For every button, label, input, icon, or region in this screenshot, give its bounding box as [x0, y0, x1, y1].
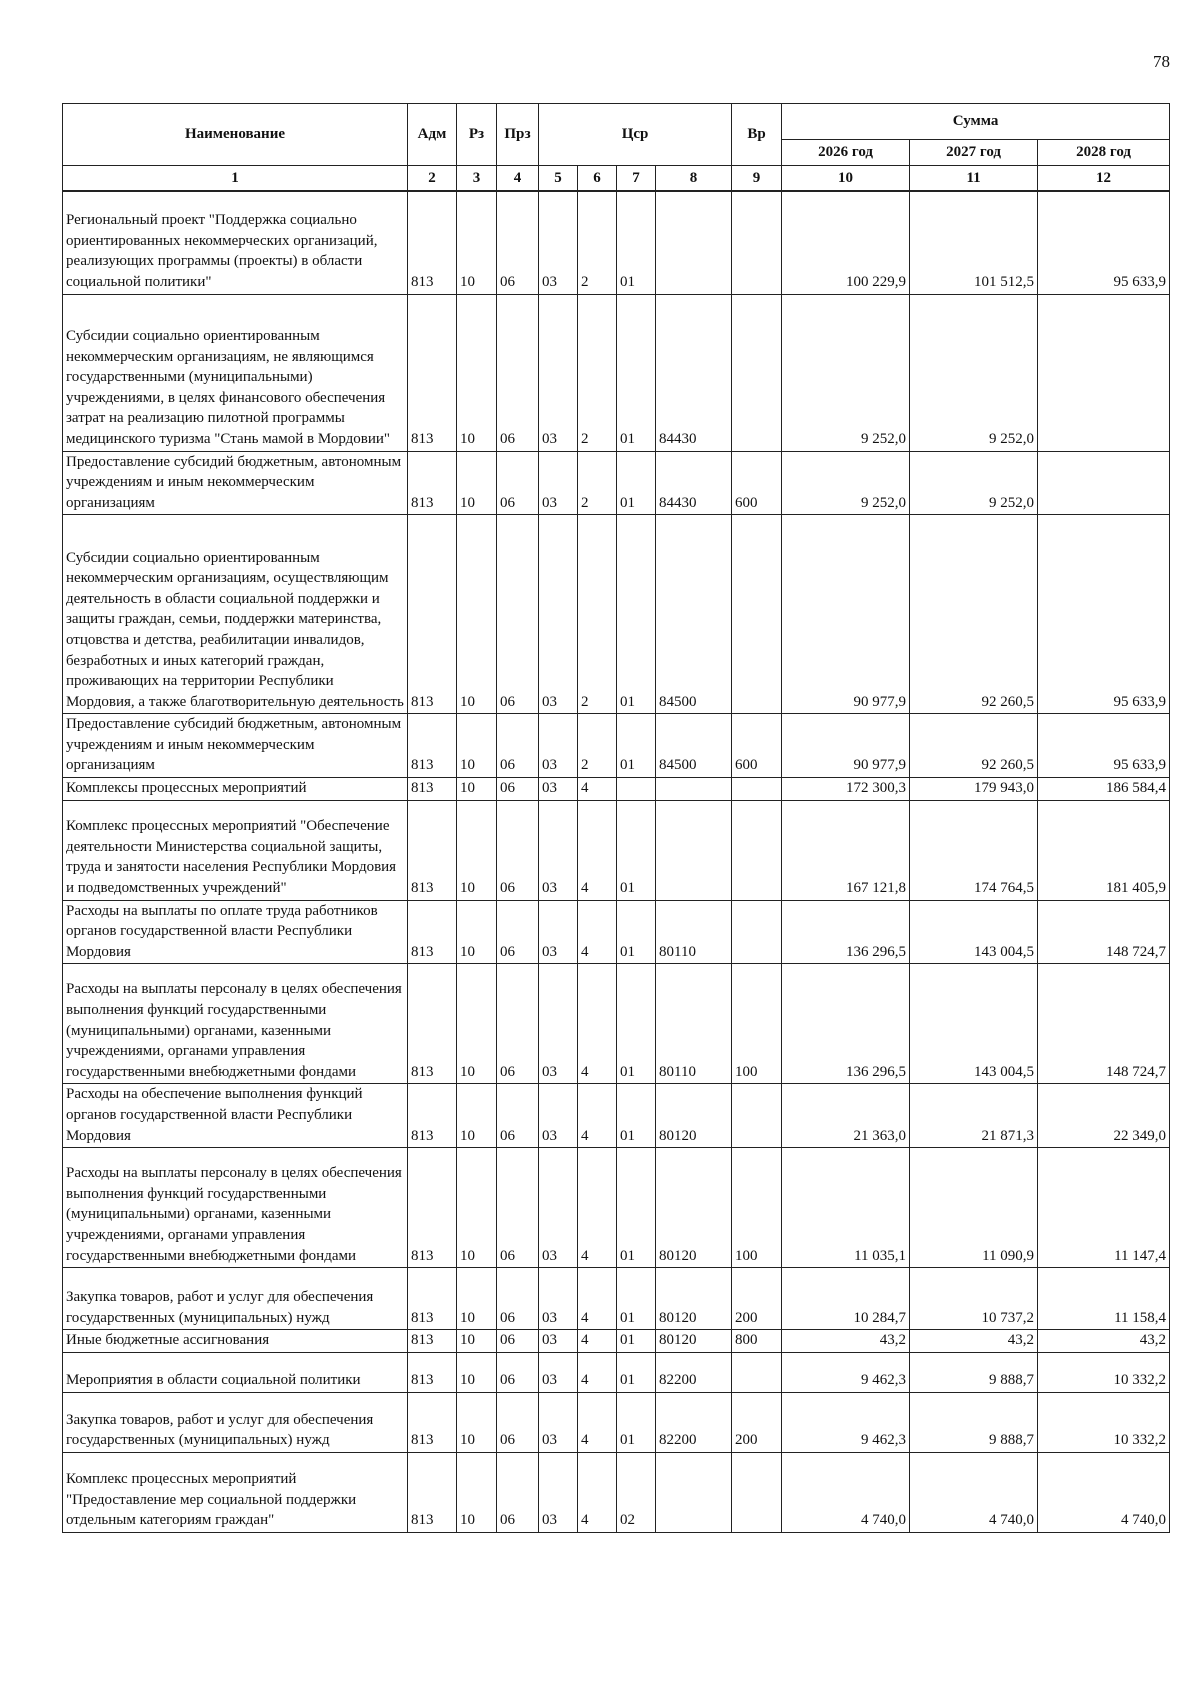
row-sum-2026: 136 296,5: [782, 964, 910, 1084]
row-csr-5: 03: [539, 714, 578, 778]
row-csr-6: 4: [578, 900, 617, 964]
row-sum-2026: 172 300,3: [782, 778, 910, 801]
row-prz: 06: [497, 1330, 539, 1353]
row-sum-2026: 11 035,1: [782, 1148, 910, 1268]
row-csr-7: 01: [617, 1268, 656, 1330]
row-rz: 10: [457, 1330, 497, 1353]
row-sum-2027: 9 888,7: [910, 1352, 1038, 1392]
row-name: Иные бюджетные ассигнования: [63, 1330, 408, 1353]
row-csr-8: 84430: [656, 451, 732, 515]
row-adm: 813: [408, 1148, 457, 1268]
row-csr-8: 84500: [656, 515, 732, 714]
column-number: 8: [656, 166, 732, 192]
row-adm: 813: [408, 191, 457, 294]
row-sum-2028: 10 332,2: [1038, 1392, 1170, 1452]
row-sum-2026: 43,2: [782, 1330, 910, 1353]
row-csr-5: 03: [539, 1452, 578, 1532]
row-sum-2027: 143 004,5: [910, 964, 1038, 1084]
column-number: 12: [1038, 166, 1170, 192]
row-prz: 06: [497, 191, 539, 294]
row-sum-2027: 9 252,0: [910, 294, 1038, 451]
row-csr-6: 4: [578, 1268, 617, 1330]
row-name: Предоставление субсидий бюджетным, автономным учреждениям и иным некоммерческим организациям: [63, 451, 408, 515]
table-row: [63, 1084, 1170, 1148]
table-row: [63, 515, 1170, 714]
row-adm: 813: [408, 1268, 457, 1330]
row-csr-6: 4: [578, 800, 617, 900]
row-vr: 200: [732, 1392, 782, 1452]
row-csr-8: 84500: [656, 714, 732, 778]
column-number: 2: [408, 166, 457, 192]
row-prz: 06: [497, 515, 539, 714]
table-row: [63, 1392, 1170, 1452]
header-prz: Прз: [497, 104, 539, 166]
row-sum-2028: 4 740,0: [1038, 1452, 1170, 1532]
row-sum-2026: 9 252,0: [782, 451, 910, 515]
row-name: Субсидии социально ориентированным некоммерческим организациям, не являющимся государственными (муниципальными) учреждениями, в целях финансового обеспечения затрат на реализацию пилотной программы медицинского туризма "Стань мамой в Мордовии": [63, 294, 408, 451]
row-vr: 800: [732, 1330, 782, 1353]
table-body: [63, 191, 1170, 1532]
page-number: 78: [1153, 52, 1170, 71]
row-adm: 813: [408, 1352, 457, 1392]
row-csr-7: 01: [617, 294, 656, 451]
row-csr-6: 2: [578, 191, 617, 294]
row-csr-7: 01: [617, 964, 656, 1084]
column-number: 4: [497, 166, 539, 192]
row-csr-8: [656, 800, 732, 900]
row-name: Предоставление субсидий бюджетным, автономным учреждениям и иным некоммерческим организациям: [63, 714, 408, 778]
row-csr-5: 03: [539, 1392, 578, 1452]
row-rz: 10: [457, 778, 497, 801]
table-row: [63, 191, 1170, 294]
row-csr-6: 4: [578, 1148, 617, 1268]
row-csr-5: 03: [539, 778, 578, 801]
row-prz: 06: [497, 900, 539, 964]
row-csr-8: 82200: [656, 1392, 732, 1452]
row-csr-7: 01: [617, 800, 656, 900]
row-rz: 10: [457, 714, 497, 778]
row-sum-2026: 21 363,0: [782, 1084, 910, 1148]
row-csr-7: 01: [617, 1148, 656, 1268]
row-name: Расходы на обеспечение выполнения функций органов государственной власти Республики Мордовия: [63, 1084, 408, 1148]
row-csr-8: 80120: [656, 1268, 732, 1330]
row-csr-8: [656, 778, 732, 801]
table-row: [63, 1330, 1170, 1353]
row-name: Комплекс процессных мероприятий "Обеспечение деятельности Министерства социальной защиты, труда и занятости населения Республики Мордовия и подведомственных учреждений": [63, 800, 408, 900]
row-csr-6: 4: [578, 1330, 617, 1353]
row-csr-5: 03: [539, 1352, 578, 1392]
row-sum-2028: 95 633,9: [1038, 191, 1170, 294]
row-name: Расходы на выплаты персоналу в целях обеспечения выполнения функций государственными (муниципальными) органами, казенными учреждениями, органами управления государственными внебюджетными фондами: [63, 964, 408, 1084]
row-csr-6: 4: [578, 1352, 617, 1392]
table-row: [63, 778, 1170, 801]
row-vr: 600: [732, 451, 782, 515]
row-prz: 06: [497, 800, 539, 900]
table-row: [63, 964, 1170, 1084]
row-adm: 813: [408, 1084, 457, 1148]
row-name: Расходы на выплаты персоналу в целях обеспечения выполнения функций государственными (муниципальными) органами, казенными учреждениями, органами управления государственными внебюджетными фондами: [63, 1148, 408, 1268]
row-csr-8: [656, 191, 732, 294]
row-sum-2027: 21 871,3: [910, 1084, 1038, 1148]
row-csr-6: 2: [578, 451, 617, 515]
row-vr: 100: [732, 1148, 782, 1268]
row-sum-2026: 9 252,0: [782, 294, 910, 451]
header-vr: Вр: [732, 104, 782, 166]
row-csr-7: 01: [617, 191, 656, 294]
row-rz: 10: [457, 191, 497, 294]
row-rz: 10: [457, 1352, 497, 1392]
table-row: [63, 800, 1170, 900]
row-sum-2027: 4 740,0: [910, 1452, 1038, 1532]
row-csr-7: 01: [617, 1392, 656, 1452]
row-csr-5: 03: [539, 294, 578, 451]
row-csr-5: 03: [539, 1148, 578, 1268]
table-row: [63, 1452, 1170, 1532]
row-vr: [732, 778, 782, 801]
table-row: [63, 451, 1170, 515]
row-rz: 10: [457, 964, 497, 1084]
row-prz: 06: [497, 451, 539, 515]
row-sum-2028: [1038, 451, 1170, 515]
row-sum-2027: 92 260,5: [910, 714, 1038, 778]
row-csr-5: 03: [539, 900, 578, 964]
row-vr: [732, 1084, 782, 1148]
header-year-2026: 2026 год: [782, 140, 910, 166]
row-vr: 600: [732, 714, 782, 778]
column-number: 11: [910, 166, 1038, 192]
row-vr: [732, 1452, 782, 1532]
row-sum-2027: 10 737,2: [910, 1268, 1038, 1330]
row-rz: 10: [457, 1452, 497, 1532]
row-rz: 10: [457, 1148, 497, 1268]
header-csr: Цср: [539, 104, 732, 166]
row-adm: 813: [408, 515, 457, 714]
row-prz: 06: [497, 1452, 539, 1532]
row-sum-2027: 101 512,5: [910, 191, 1038, 294]
row-vr: [732, 294, 782, 451]
row-adm: 813: [408, 294, 457, 451]
row-rz: 10: [457, 800, 497, 900]
column-number: 10: [782, 166, 910, 192]
header-rz: Рз: [457, 104, 497, 166]
row-sum-2026: 9 462,3: [782, 1352, 910, 1392]
row-sum-2028: 148 724,7: [1038, 900, 1170, 964]
header-row: [63, 104, 1170, 140]
column-number: 1: [63, 166, 408, 192]
row-sum-2027: 179 943,0: [910, 778, 1038, 801]
row-sum-2026: 136 296,5: [782, 900, 910, 964]
row-name: Закупка товаров, работ и услуг для обеспечения государственных (муниципальных) нужд: [63, 1392, 408, 1452]
row-csr-8: [656, 1452, 732, 1532]
row-csr-8: 80120: [656, 1330, 732, 1353]
row-vr: 100: [732, 964, 782, 1084]
row-csr-7: 01: [617, 451, 656, 515]
row-csr-8: 80110: [656, 964, 732, 1084]
row-vr: [732, 900, 782, 964]
table-row: [63, 1148, 1170, 1268]
table-row: [63, 714, 1170, 778]
column-number-row: [63, 166, 1170, 192]
row-sum-2027: 92 260,5: [910, 515, 1038, 714]
row-csr-8: 80120: [656, 1148, 732, 1268]
row-adm: 813: [408, 1392, 457, 1452]
row-sum-2026: 9 462,3: [782, 1392, 910, 1452]
row-sum-2027: 9 888,7: [910, 1392, 1038, 1452]
column-number: 9: [732, 166, 782, 192]
table-row: [63, 1268, 1170, 1330]
row-sum-2027: 9 252,0: [910, 451, 1038, 515]
row-sum-2026: 10 284,7: [782, 1268, 910, 1330]
row-csr-5: 03: [539, 515, 578, 714]
row-vr: 200: [732, 1268, 782, 1330]
row-csr-7: 01: [617, 900, 656, 964]
row-csr-5: 03: [539, 1084, 578, 1148]
row-csr-5: 03: [539, 1268, 578, 1330]
row-name: Мероприятия в области социальной политики: [63, 1352, 408, 1392]
row-rz: 10: [457, 515, 497, 714]
row-rz: 10: [457, 294, 497, 451]
row-csr-7: 02: [617, 1452, 656, 1532]
row-prz: 06: [497, 714, 539, 778]
table-row: [63, 294, 1170, 451]
row-rz: 10: [457, 1084, 497, 1148]
row-adm: 813: [408, 1452, 457, 1532]
row-csr-5: 03: [539, 800, 578, 900]
row-sum-2028: 186 584,4: [1038, 778, 1170, 801]
row-adm: 813: [408, 714, 457, 778]
row-prz: 06: [497, 1352, 539, 1392]
row-csr-5: 03: [539, 1330, 578, 1353]
row-vr: [732, 1352, 782, 1392]
row-sum-2028: 22 349,0: [1038, 1084, 1170, 1148]
row-prz: 06: [497, 964, 539, 1084]
column-number: 5: [539, 166, 578, 192]
row-name: Комплекс процессных мероприятий "Предоставление мер социальной поддержки отдельным категориям граждан": [63, 1452, 408, 1532]
row-sum-2028: 10 332,2: [1038, 1352, 1170, 1392]
row-sum-2026: 4 740,0: [782, 1452, 910, 1532]
row-sum-2028: 95 633,9: [1038, 714, 1170, 778]
row-csr-5: 03: [539, 451, 578, 515]
row-csr-6: 4: [578, 1452, 617, 1532]
table-row: [63, 1352, 1170, 1392]
row-csr-7: 01: [617, 515, 656, 714]
row-sum-2028: 43,2: [1038, 1330, 1170, 1353]
column-number: 3: [457, 166, 497, 192]
header-name: Наименование: [63, 104, 408, 166]
row-name: Комплексы процессных мероприятий: [63, 778, 408, 801]
row-sum-2026: 90 977,9: [782, 714, 910, 778]
row-csr-8: 80120: [656, 1084, 732, 1148]
row-csr-6: 2: [578, 714, 617, 778]
row-rz: 10: [457, 451, 497, 515]
row-csr-8: 80110: [656, 900, 732, 964]
row-sum-2028: 11 147,4: [1038, 1148, 1170, 1268]
row-vr: [732, 800, 782, 900]
row-name: Региональный проект "Поддержка социально ориентированных некоммерческих организаций, реализующих программы (проекты) в области социальной политики": [63, 191, 408, 294]
row-sum-2028: 11 158,4: [1038, 1268, 1170, 1330]
row-adm: 813: [408, 778, 457, 801]
row-vr: [732, 515, 782, 714]
row-sum-2027: 11 090,9: [910, 1148, 1038, 1268]
row-prz: 06: [497, 1268, 539, 1330]
row-sum-2028: [1038, 294, 1170, 451]
header-sum: Сумма: [782, 104, 1170, 140]
row-csr-8: 82200: [656, 1352, 732, 1392]
row-prz: 06: [497, 1392, 539, 1452]
row-csr-5: 03: [539, 191, 578, 294]
budget-table: [62, 103, 1170, 1533]
row-name: Субсидии социально ориентированным некоммерческим организациям, осуществляющим деятельность в области социальной поддержки и защиты граждан, семьи, поддержки материнства, отцовства и детства, реабилитации инвалидов, безработных и иных категорий граждан, проживающих на территории Республики Мордовия, а также благотворительную деятельность: [63, 515, 408, 714]
row-csr-8: 84430: [656, 294, 732, 451]
row-adm: 813: [408, 964, 457, 1084]
header-adm: Адм: [408, 104, 457, 166]
row-prz: 06: [497, 294, 539, 451]
row-sum-2027: 143 004,5: [910, 900, 1038, 964]
row-csr-6: 2: [578, 515, 617, 714]
row-csr-7: [617, 778, 656, 801]
row-rz: 10: [457, 1268, 497, 1330]
header-year-2028: 2028 год: [1038, 140, 1170, 166]
table-row: [63, 900, 1170, 964]
row-csr-6: 4: [578, 1084, 617, 1148]
row-sum-2026: 100 229,9: [782, 191, 910, 294]
row-adm: 813: [408, 900, 457, 964]
column-number: 7: [617, 166, 656, 192]
row-sum-2027: 174 764,5: [910, 800, 1038, 900]
row-csr-7: 01: [617, 1352, 656, 1392]
column-number: 6: [578, 166, 617, 192]
row-csr-7: 01: [617, 1330, 656, 1353]
row-sum-2028: 181 405,9: [1038, 800, 1170, 900]
row-name: Закупка товаров, работ и услуг для обеспечения государственных (муниципальных) нужд: [63, 1268, 408, 1330]
row-rz: 10: [457, 900, 497, 964]
row-prz: 06: [497, 1084, 539, 1148]
row-csr-6: 4: [578, 778, 617, 801]
row-adm: 813: [408, 1330, 457, 1353]
row-sum-2026: 90 977,9: [782, 515, 910, 714]
row-sum-2028: 95 633,9: [1038, 515, 1170, 714]
row-csr-7: 01: [617, 1084, 656, 1148]
row-csr-6: 2: [578, 294, 617, 451]
row-adm: 813: [408, 451, 457, 515]
row-adm: 813: [408, 800, 457, 900]
row-csr-7: 01: [617, 714, 656, 778]
row-csr-5: 03: [539, 964, 578, 1084]
row-prz: 06: [497, 778, 539, 801]
row-sum-2028: 148 724,7: [1038, 964, 1170, 1084]
row-sum-2026: 167 121,8: [782, 800, 910, 900]
row-csr-6: 4: [578, 964, 617, 1084]
row-sum-2027: 43,2: [910, 1330, 1038, 1353]
row-csr-6: 4: [578, 1392, 617, 1452]
row-name: Расходы на выплаты по оплате труда работников органов государственной власти Республики Мордовия: [63, 900, 408, 964]
header-year-2027: 2027 год: [910, 140, 1038, 166]
row-rz: 10: [457, 1392, 497, 1452]
row-prz: 06: [497, 1148, 539, 1268]
row-vr: [732, 191, 782, 294]
